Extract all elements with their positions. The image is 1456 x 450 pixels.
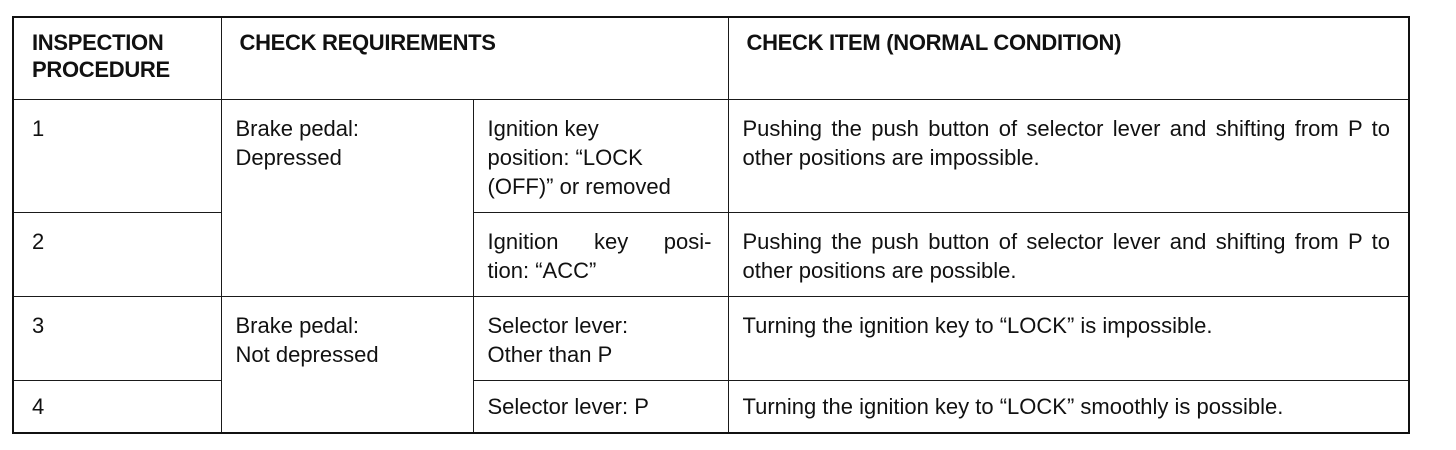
procedure-cell xyxy=(13,380,221,433)
check-item-text: Turning the ignition key to “LOCK” smoothly is possible. xyxy=(742,393,1284,419)
sub-condition-line: Ignition key posi- xyxy=(487,228,712,254)
procedure-cell xyxy=(13,296,221,380)
procedure-number: 3 xyxy=(32,312,45,338)
procedure-cell xyxy=(13,99,221,212)
sub-condition-line: Selector lever: P xyxy=(487,393,649,419)
sub-condition-cell xyxy=(473,380,728,433)
brake-condition-line2: Not depressed xyxy=(235,341,379,367)
header-requirements xyxy=(221,17,728,99)
procedure-number: 1 xyxy=(32,115,45,141)
brake-condition-line2: Depressed xyxy=(235,144,342,170)
procedure-number: 2 xyxy=(32,228,45,254)
check-item-cell xyxy=(728,212,1409,296)
sub-condition-cell xyxy=(473,99,728,212)
header-check-item-label: CHECK ITEM (NORMAL CONDITION) xyxy=(746,30,1122,55)
sub-condition-line: position: “LOCK xyxy=(487,144,643,170)
header-procedure xyxy=(13,17,221,99)
check-item-cell xyxy=(728,296,1409,380)
check-item-text: Pushing the push button of selector lever and shifting from P to other positions are impossible. xyxy=(742,115,1390,170)
header-requirements-label: CHECK REQUIREMENTS xyxy=(239,30,496,55)
sub-condition-cell xyxy=(473,296,728,380)
brake-condition-cell xyxy=(221,296,473,433)
header-check-item xyxy=(728,17,1409,99)
sub-condition-line: Selector lever: xyxy=(487,312,629,338)
brake-condition-cell xyxy=(221,99,473,296)
brake-condition-line1: Brake pedal: xyxy=(235,115,360,141)
check-item-cell xyxy=(728,380,1409,433)
sub-condition-line: tion: “ACC” xyxy=(487,257,597,283)
sub-condition-cell xyxy=(473,212,728,296)
check-item-cell xyxy=(728,99,1409,212)
check-item-text: Turning the ignition key to “LOCK” is impossible. xyxy=(742,312,1213,338)
check-item-text: Pushing the push button of selector lever and shifting from P to other positions are possible. xyxy=(742,228,1390,283)
procedure-cell xyxy=(13,212,221,296)
inspection-table xyxy=(12,16,1410,434)
header-row xyxy=(13,17,1409,99)
table-row xyxy=(13,99,1409,212)
header-procedure-line1: INSPECTION xyxy=(32,30,164,55)
procedure-number: 4 xyxy=(32,393,45,419)
header-procedure-line2: PROCEDURE xyxy=(32,57,170,82)
table-row xyxy=(13,296,1409,380)
sub-condition-line: Ignition key xyxy=(487,115,599,141)
sub-condition-line: Other than P xyxy=(487,341,613,367)
brake-condition-line1: Brake pedal: xyxy=(235,312,360,338)
sub-condition-line: (OFF)” or removed xyxy=(487,173,671,199)
